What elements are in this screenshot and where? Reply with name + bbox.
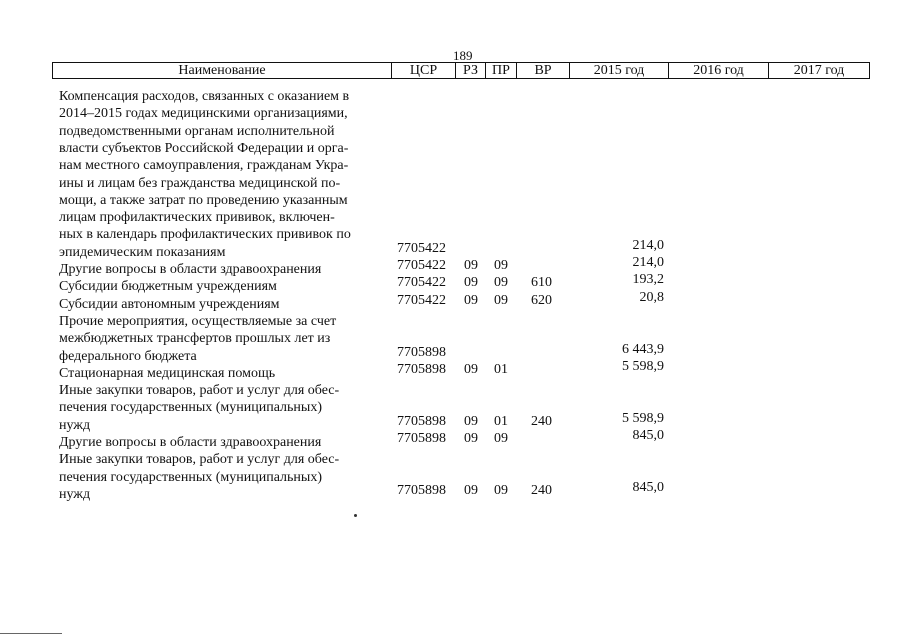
- row-amount-2015: 6 443,9: [622, 341, 664, 357]
- header-2017: 2017 год: [793, 63, 845, 78]
- row-pr: 09: [494, 292, 508, 308]
- row-amount-2015: 214,0: [632, 237, 664, 253]
- row-description-line: Субсидии автономным учреждениям: [59, 296, 280, 312]
- header-vr: ВР: [517, 63, 570, 78]
- header-rz: РЗ: [456, 63, 486, 78]
- row-rz: 09: [464, 413, 478, 429]
- row-description-line: Иные закупки товаров, работ и услуг для обес-: [59, 452, 340, 468]
- row-pr: 09: [494, 431, 508, 446]
- row-pr: 01: [494, 413, 508, 429]
- row-description-line: Компенсация расходов, связанных с оказанием в: [59, 89, 350, 104]
- row-vr: 610: [531, 275, 552, 291]
- stray-dot: [354, 514, 357, 517]
- table-header: [52, 62, 870, 79]
- row-vr: 240: [531, 413, 552, 429]
- header-csr: ЦСР: [392, 63, 456, 78]
- bottom-edge-line: [0, 633, 62, 634]
- row-description-line: 2014–2015 годах медицинскими организациями,: [59, 106, 348, 122]
- row-description-line: Субсидии бюджетным учреждениям: [59, 279, 277, 295]
- row-csr: 7705898: [397, 344, 446, 360]
- row-description-line: ных в календарь профилактических прививок по: [59, 227, 351, 243]
- row-description-line: печения государственных (муниципальных): [59, 400, 322, 416]
- row-amount-2015: 5 598,9: [622, 410, 664, 426]
- row-rz: 09: [464, 482, 478, 498]
- row-vr: 620: [531, 292, 552, 308]
- row-amount-2015: 214,0: [632, 255, 664, 270]
- header-name: Наименование: [53, 63, 392, 78]
- row-rz: 09: [464, 431, 478, 446]
- row-description-line: печения государственных (муниципальных): [59, 469, 322, 485]
- row-pr: 01: [494, 361, 508, 377]
- row-pr: 09: [494, 482, 508, 498]
- row-csr: 7705422: [397, 240, 446, 256]
- row-rz: 09: [464, 361, 478, 377]
- row-amount-2015: 845,0: [632, 479, 664, 495]
- row-amount-2015: 193,2: [632, 272, 664, 288]
- row-description-line: Стационарная медицинская помощь: [59, 365, 276, 381]
- row-description-line: лицам профилактических прививок, включен-: [59, 210, 335, 226]
- row-csr: 7705422: [397, 275, 446, 291]
- row-csr: 7705422: [397, 258, 446, 273]
- row-description-line: Прочие мероприятия, осуществляемые за счет: [59, 313, 337, 329]
- row-csr: 7705422: [397, 292, 446, 308]
- row-amount-2015: 5 598,9: [622, 358, 664, 374]
- row-description-line: нужд: [59, 486, 91, 502]
- page-number: 189: [453, 48, 473, 63]
- row-rz: 09: [464, 275, 478, 291]
- header-2016: 2016 год: [669, 63, 769, 78]
- row-description-line: нам местного самоуправления, гражданам Укра-: [59, 158, 349, 174]
- row-description-line: межбюджетных трансфертов прошлых лет из: [59, 331, 331, 347]
- header-2015: 2015 год: [570, 63, 669, 78]
- row-description-line: федерального бюджета: [59, 348, 197, 364]
- row-description-line: Другие вопросы в области здравоохранения: [59, 262, 322, 277]
- row-description-line: Иные закупки товаров, работ и услуг для обес-: [59, 383, 340, 399]
- row-rz: 09: [464, 258, 478, 273]
- row-csr: 7705898: [397, 361, 446, 377]
- row-pr: 09: [494, 275, 508, 291]
- row-description-line: власти субъектов Российской Федерации и орга-: [59, 140, 349, 156]
- row-csr: 7705898: [397, 413, 446, 429]
- row-amount-2015: 20,8: [639, 289, 664, 305]
- row-rz: 09: [464, 292, 478, 308]
- row-csr: 7705898: [397, 431, 446, 446]
- row-pr: 09: [494, 258, 508, 273]
- row-description-line: нужд: [59, 417, 91, 433]
- row-vr: 240: [531, 482, 552, 498]
- row-description-line: ины и лицам без гражданства медицинской по-: [59, 175, 341, 191]
- row-description-line: Другие вопросы в области здравоохранения: [59, 435, 322, 450]
- row-description-line: мощи, а также затрат по проведению указанным: [59, 192, 348, 208]
- row-description-line: подведомственными органам исполнительной: [59, 123, 335, 139]
- row-amount-2015: 845,0: [632, 428, 664, 443]
- header-pr: ПР: [486, 63, 517, 78]
- row-description-line: эпидемическим показаниям: [59, 244, 226, 260]
- row-csr: 7705898: [397, 482, 446, 498]
